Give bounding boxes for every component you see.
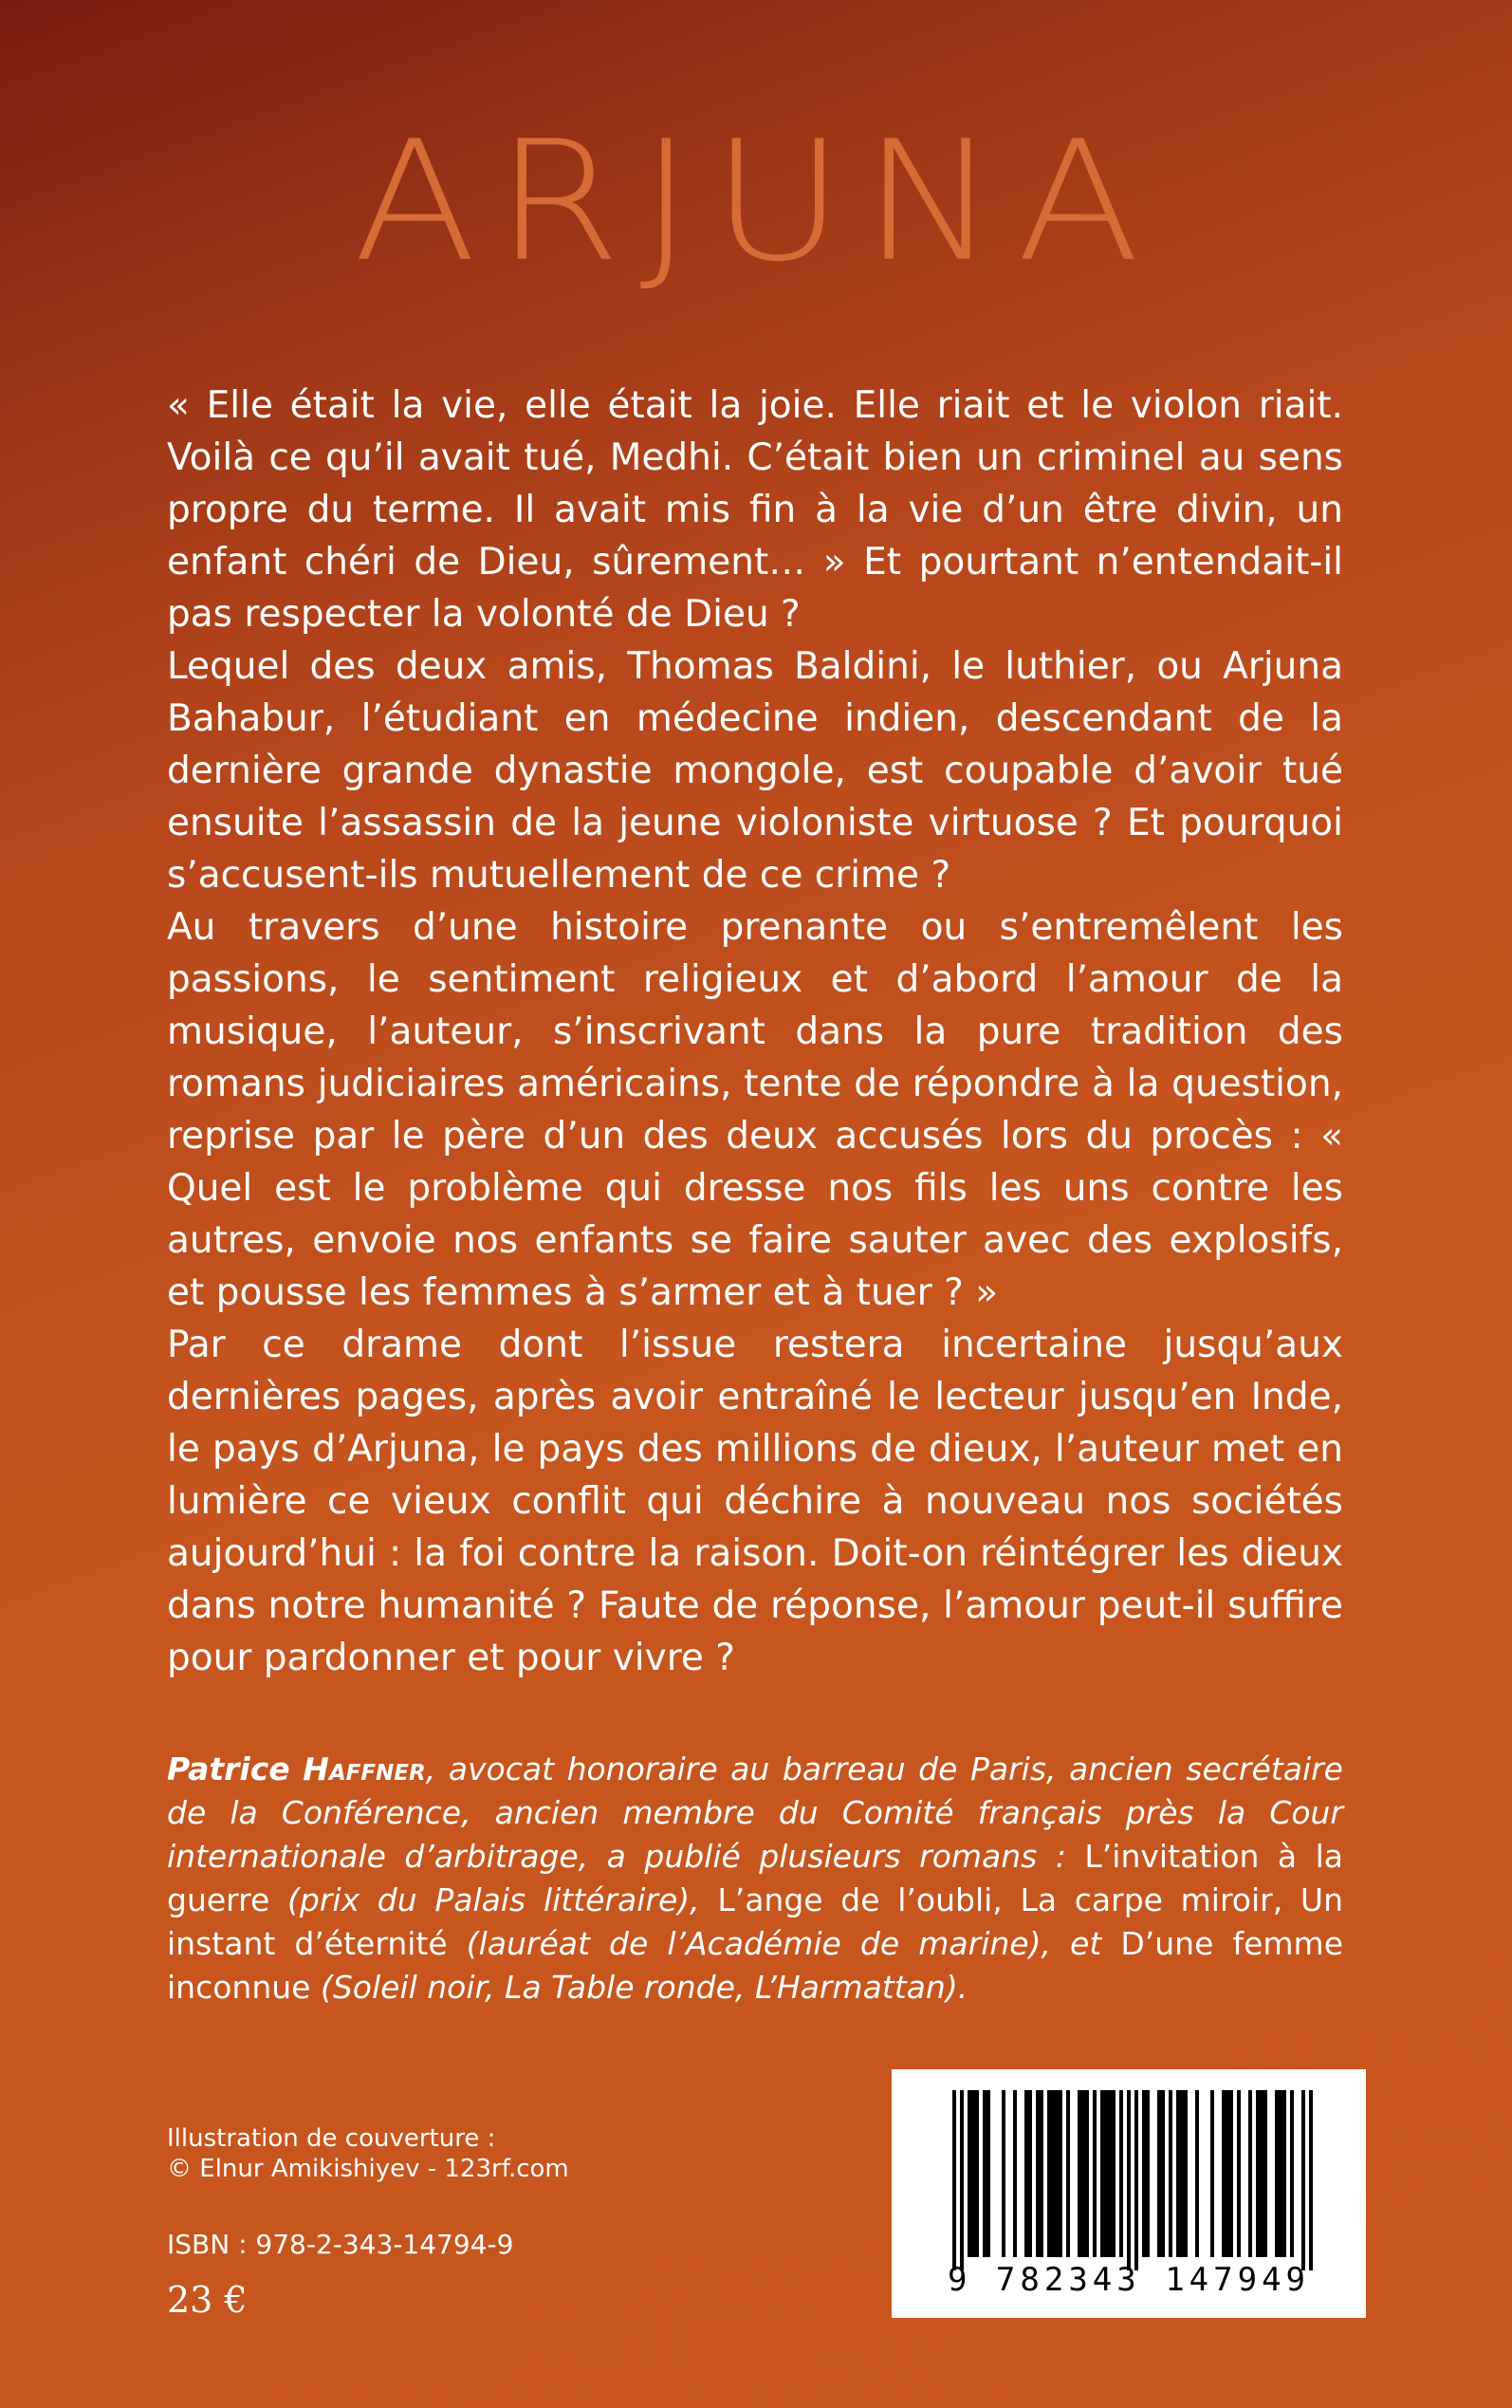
author-book-2: L’ange de l’oubli, La carpe miroir, Un instant d’éternité [167, 1881, 1343, 1962]
barcode-bar [1040, 2090, 1043, 2257]
barcode-bar [1260, 2090, 1263, 2257]
barcode-digits: 9 782343 147949 [947, 2261, 1311, 2299]
barcode-bar [1184, 2090, 1188, 2257]
barcode-bar [960, 2090, 964, 2270]
barcode-bar [1248, 2090, 1252, 2257]
barcode-bar [1210, 2090, 1214, 2257]
barcode-bar [1119, 2090, 1123, 2257]
barcode-bar [1081, 2090, 1085, 2257]
author-book-3: D’une femme inconnue [167, 1925, 1343, 2006]
barcode-bar [1085, 2090, 1089, 2257]
barcode-bar [1161, 2090, 1165, 2257]
author-bio [167, 1748, 1343, 2010]
barcode [892, 2069, 1366, 2318]
barcode-bar [983, 2090, 986, 2257]
author-first-name: Patrice [167, 1750, 290, 1787]
credits-line-2: © Elnur Amikishiyev - 123rf.com [167, 2155, 569, 2183]
barcode-bar [1051, 2090, 1055, 2257]
cover-credits [167, 2123, 569, 2184]
barcode-bar [1157, 2090, 1161, 2257]
barcode-bar [1093, 2090, 1097, 2257]
author-award-1: (prix du Palais littéraire), [269, 1881, 700, 1918]
synopsis-paragraph-2: Lequel des deux amis, Thomas Baldini, le luthier, ou Arjuna Bahabur, l’étudiant en médecine indien, descendant de la dernière grande dynastie mongole, est coupable d’avoir tué ensuite l’assassin de la jeune violoniste virtuose ? Et pourquoi s’accusent-ils mutuellement de ce crime ? [167, 645, 1343, 897]
barcode-bar [1134, 2090, 1138, 2270]
barcode-bar [1275, 2090, 1279, 2257]
barcode-bar [1195, 2090, 1199, 2257]
barcode-bar [952, 2090, 956, 2270]
barcode-bar [1059, 2090, 1062, 2257]
author-last-name: Haffner [303, 1750, 426, 1787]
barcode-bar [1066, 2090, 1070, 2257]
barcode-bar [968, 2090, 971, 2257]
synopsis-paragraph-3: Au travers d’une histoire prenante ou s’entremêlent les passions, le sentiment religieux et d’abord l’amour de la musique, l’auteur, s’inscrivant dans la pure tradition des romans judiciaires américains, tente de répondre à la question, reprise par le père d’un des deux accusés lors du procès : « Quel est le problème qui dresse nos fils les uns contre les autres, envoie nos enfants se faire sauter avec des explosifs, et pousse les femmes à s’armer et à tuer ? » [167, 906, 1343, 1314]
barcode-bar [1146, 2090, 1150, 2257]
isbn: ISBN : 978-2-343-14794-9 [167, 2229, 514, 2260]
barcode-bar [1301, 2090, 1305, 2270]
barcode-bar [1112, 2090, 1116, 2257]
barcode-bar [1078, 2090, 1081, 2257]
barcode-bar [1237, 2090, 1241, 2257]
author-bio-text: , avocat honoraire au barreau de Paris, ancien secrétaire de la Conférence, ancien membre du Comité français près la Cour internationale d’arbitrage, a publié plusieurs romans : [167, 1750, 1343, 1875]
barcode-bar [971, 2090, 975, 2257]
barcode-bar [1104, 2090, 1108, 2257]
barcode-bar [1028, 2090, 1032, 2257]
barcode-bar [1002, 2090, 1005, 2257]
barcode-bar [1024, 2090, 1028, 2257]
barcode-bar [1222, 2090, 1226, 2257]
barcode-bar [1036, 2090, 1040, 2257]
barcode-bar [1180, 2090, 1184, 2257]
barcode-bar [1055, 2090, 1059, 2257]
barcode-bar [1282, 2090, 1286, 2257]
barcode-bar [1263, 2090, 1267, 2257]
barcode-bar [1256, 2090, 1260, 2257]
credits-line-1: Illustration de couverture : [167, 2124, 496, 2153]
author-award-2: (lauréat de l’Académie de marine), et [447, 1925, 1102, 1962]
barcode-bar [1169, 2090, 1172, 2257]
synopsis [167, 380, 1343, 1684]
barcode-bar [1176, 2090, 1180, 2257]
barcode-bar [1279, 2090, 1282, 2257]
barcode-bar [1047, 2090, 1051, 2257]
barcode-bar [1013, 2090, 1017, 2257]
barcode-bar [1142, 2090, 1146, 2257]
book-title: ARJUNA [353, 104, 1159, 299]
barcode-bar [1229, 2090, 1233, 2257]
synopsis-paragraph-1: « Elle était la vie, elle était la joie. Elle riait et le violon riait. Voilà ce qu’il avait tué, Medhi. C’était bien un criminel au sens propre du terme. Il avait mis fin à la vie d’un être divin, un enfant chéri de Dieu, sûrement… » Et pourtant n’entendait-il pas respecter la volonté de Dieu ? [167, 384, 1343, 636]
barcode-bar [1290, 2090, 1294, 2257]
barcode-bar [1108, 2090, 1112, 2257]
author-publishers: (Soleil noir, La Table ronde, L’Harmattan). [310, 1969, 968, 2006]
price: 23 € [167, 2279, 248, 2321]
barcode-bar [1100, 2090, 1104, 2257]
barcode-bar [1309, 2090, 1313, 2270]
author-book-1: L’invitation à la guerre [167, 1838, 1343, 1918]
barcode-bar [975, 2090, 979, 2257]
barcode-bar [1226, 2090, 1229, 2257]
barcode-bar [1127, 2090, 1131, 2270]
synopsis-paragraph-4: Par ce drame dont l’issue restera incertaine jusqu’aux dernières pages, après avoir entraîné le lecteur jusqu’en Inde, le pays d’Arjuna, le pays des millions de dieux, l’auteur met en lumière ce vieux conflit qui déchire à nouveau nos sociétés aujourd’hui : la foi contre la raison. Doit-on réintégrer les dieux dans notre humanité ? Faute de réponse, l’amour peut-il suffire pour pardonner et pour vivre ? [167, 1324, 1343, 1679]
barcode-bar [986, 2090, 990, 2257]
